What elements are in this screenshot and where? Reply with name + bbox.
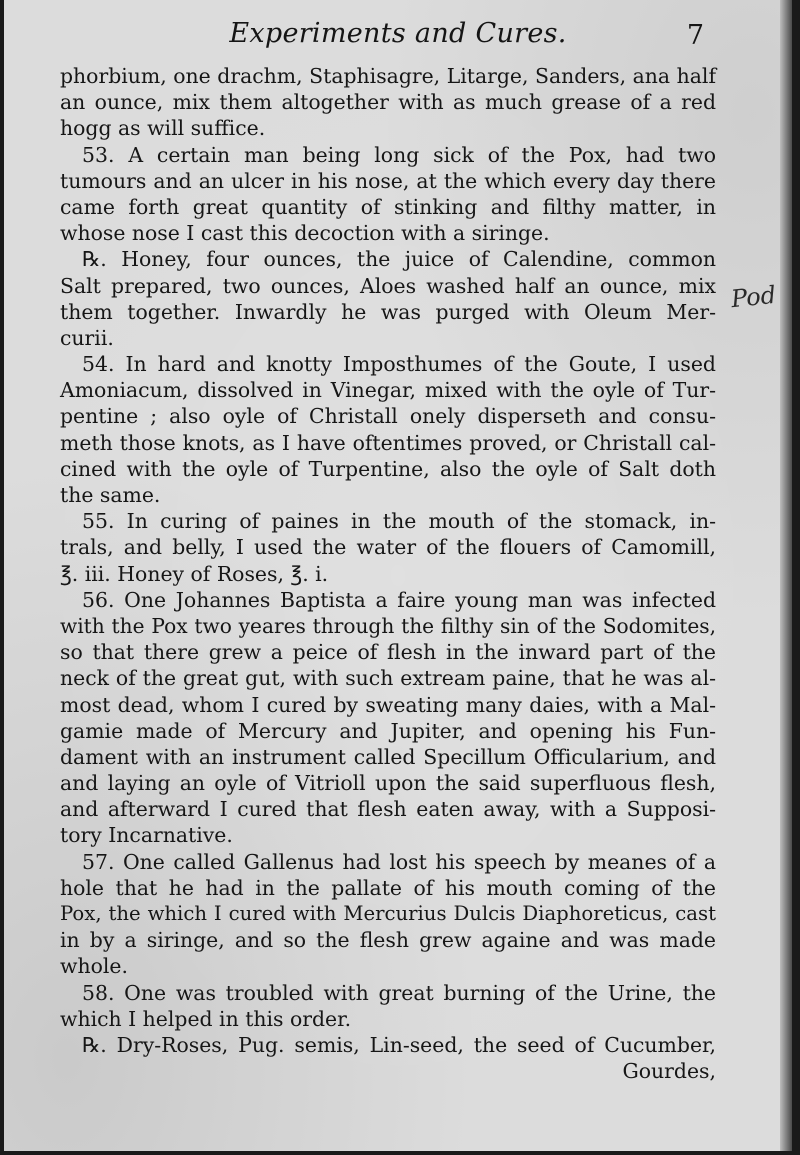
text-line: 57. One called Gallenus had lost his speech by meanes of a	[82, 849, 716, 874]
text-line: 55. In curing of paines in the mouth of the stomack, in-	[82, 509, 716, 534]
text-line: curii.	[60, 325, 114, 350]
handwritten-margin-note: Pod	[729, 280, 778, 314]
text-line: whose nose I cast this decoction with a siringe.	[60, 221, 550, 246]
text-line: meth those knots, as I have oftentimes proved, or Christall cal-	[60, 430, 716, 455]
text-line: ℞. Dry-Roses, Pug. semis, Lin-seed, the seed of Cucumber,	[82, 1032, 716, 1057]
text-line: most dead, whom I cured by sweating many daies, with a Mal-	[60, 692, 716, 717]
running-title: Experiments and Cures.	[229, 18, 567, 49]
text-line: so that there grew a peice of flesh in the inward part of the	[60, 640, 716, 665]
text-line: pentine ; also oyle of Christall onely disperseth and consu-	[60, 404, 716, 429]
page-number: 7	[686, 20, 704, 51]
text-line: Amoniacum, dissolved in Vinegar, mixed with the oyle of Tur-	[60, 378, 716, 403]
text-line: 56. One Johannes Baptista a faire young man was infected	[82, 587, 716, 612]
text-line: an ounce, mix them altogether with as much grease of a red	[60, 90, 716, 115]
text-line: the same.	[60, 483, 161, 507]
text-line: 58. One was troubled with great burning of the Urine, the	[82, 980, 716, 1005]
text-line: 54. In hard and knotty Imposthumes of the Goute, I used	[82, 352, 716, 377]
text-line: Pox, the which I cured with Mercurius Dulcis Diaphoreticus, cast	[60, 902, 716, 925]
book-page	[4, 0, 792, 1151]
text-line: and laying an oyle of Vitrioll upon the said superfluous flesh,	[60, 771, 716, 796]
text-line: hole that he had in the pallate of his mouth coming of the	[60, 875, 716, 900]
text-line: came forth great quantity of stinking and filthy matter, in	[60, 194, 716, 219]
text-line: Salt prepared, two ounces, Aloes washed half an ounce, mix	[60, 273, 716, 298]
text-line: dament with an instrument called Specillum Officularium, and	[60, 744, 716, 769]
body-text	[60, 63, 716, 1084]
text-line: which I helped in this order.	[60, 1006, 352, 1031]
page-edge-shadow	[780, 0, 792, 1151]
text-line: tumours and an ulcer in his nose, at the which every day there	[60, 168, 716, 193]
text-line: 53. A certain man being long sick of the Pox, had two	[82, 142, 716, 167]
text-line: whole.	[60, 954, 128, 979]
text-line: ℞. Honey, four ounces, the juice of Calendine, common	[82, 247, 716, 272]
page-header	[4, 16, 792, 56]
text-line: in by a siringe, and so the flesh grew againe and was made	[60, 928, 716, 953]
text-line: them together. Inwardly he was purged with Oleum Mer-	[60, 299, 716, 324]
text-line: Gourdes,	[622, 1059, 716, 1084]
text-line: trals, and belly, I used the water of the flouers of Camomill,	[60, 535, 716, 560]
text-line: tory Incarnative.	[60, 823, 233, 848]
text-line: gamie made of Mercury and Jupiter, and opening his Fun-	[60, 718, 716, 743]
text-line: hogg as will suffice.	[60, 116, 266, 141]
text-line: with the Pox two yeares through the filthy sin of the Sodomites,	[60, 613, 716, 638]
text-line: neck of the great gut, with such extream paine, that he was al-	[60, 666, 716, 691]
text-line: cined with the oyle of Turpentine, also the oyle of Salt doth	[60, 456, 716, 481]
text-line: and afterward I cured that flesh eaten away, with a Supposi-	[60, 797, 716, 822]
text-line: phorbium, one drachm, Staphisagre, Litarge, Sanders, ana half	[60, 64, 716, 88]
text-line: ℥. iii. Honey of Roses, ℥. i.	[60, 561, 329, 586]
